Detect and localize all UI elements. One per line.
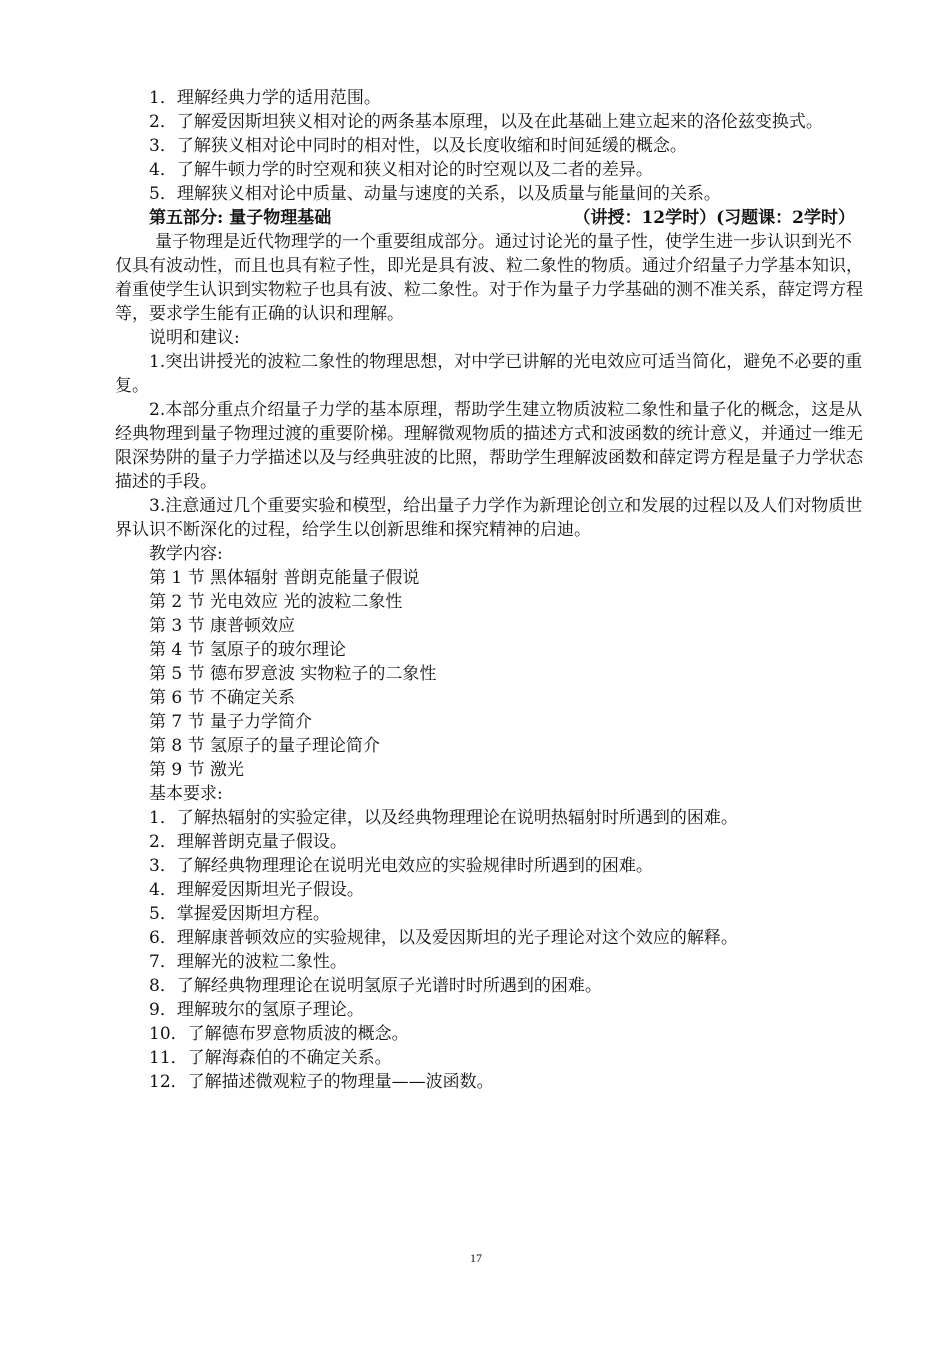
- note-2: 2.本部分重点介绍量子力学的基本原理，帮助学生建立物质波粒二象性和量子化的概念，这是从经典物理到量子物理过渡的重要阶梯。理解微观物质的描述方式和波函数的统计意义，并通过一维无限深势阱的量子力学描述以及与经典驻波的比照，帮助学生理解波函数和薛定谔方程是量子力学状态描述的手段。: [115, 400, 863, 492]
- requirement-1: 1．了解热辐射的实验定律，以及经典物理理论在说明热辐射时所遇到的困难。: [149, 808, 738, 828]
- sr-req-1: 1．理解经典力学的适用范围。: [149, 88, 381, 108]
- part5-heading: [115, 206, 863, 230]
- requirement-8: 8．了解经典物理理论在说明氢原子光谱时时所遇到的困难。: [149, 976, 602, 996]
- section-9: 第 9 节 激光: [149, 760, 245, 780]
- part5-hours: （讲授：12学时）(习题课：2学时）: [573, 208, 855, 228]
- content-heading: 教学内容:: [149, 544, 223, 564]
- section-6: 第 6 节 不确定关系: [149, 688, 296, 708]
- section-8: 第 8 节 氢原子的量子理论简介: [149, 736, 381, 756]
- note-3: 3.注意通过几个重要实验和模型，给出量子力学作为新理论创立和发展的过程以及人们对物质世界认识不断深化的过程，给学生以创新思维和探究精神的启迪。: [115, 496, 863, 540]
- document-body: [115, 86, 863, 1094]
- requirement-4: 4．理解爱因斯坦光子假设。: [149, 880, 364, 900]
- sr-req-3: 3．了解狭义相对论中同时的相对性，以及长度收缩和时间延缓的概念。: [149, 136, 687, 156]
- requirement-6: 6．理解康普顿效应的实验规律，以及爱因斯坦的光子理论对这个效应的解释。: [149, 928, 738, 948]
- requirement-11: 11．了解海森伯的不确定关系。: [149, 1048, 392, 1068]
- section-2: 第 2 节 光电效应 光的波粒二象性: [149, 592, 403, 612]
- sr-req-4: 4．了解牛顿力学的时空观和狭义相对论的时空观以及二者的差异。: [149, 160, 653, 180]
- sr-req-5: 5．理解狭义相对论中质量、动量与速度的关系，以及质量与能量间的关系。: [149, 184, 721, 204]
- part5-title: 第五部分: 量子物理基础: [149, 208, 332, 228]
- requirement-7: 7．理解光的波粒二象性。: [149, 952, 347, 972]
- requirement-2: 2．理解普朗克量子假设。: [149, 832, 347, 852]
- requirements-heading: 基本要求:: [149, 784, 223, 804]
- note-1: 1.突出讲授光的波粒二象性的物理思想，对中学已讲解的光电效应可适当简化，避免不必要的重复。: [115, 352, 863, 396]
- requirement-3: 3．了解经典物理理论在说明光电效应的实验规律时所遇到的困难。: [149, 856, 653, 876]
- requirement-12: 12．了解描述微观粒子的物理量——波函数。: [149, 1072, 494, 1092]
- notes-heading: 说明和建议:: [149, 328, 240, 348]
- page-number: 17: [470, 1251, 482, 1265]
- part5-intro: 量子物理是近代物理学的一个重要组成部分。通过讨论光的量子性，使学生进一步认识到光不仅具有波动性，而且也具有粒子性，即光是具有波、粒二象性的物质。通过介绍量子力学基本知识，着重使学生认识到实物粒子也具有波、粒二象性。对于作为量子力学基础的测不准关系，薛定谔方程等，要求学生能有正确的认识和理解。: [115, 232, 863, 324]
- section-1: 第 1 节 黑体辐射 普朗克能量子假说: [149, 568, 420, 588]
- requirement-9: 9．理解玻尔的氢原子理论。: [149, 1000, 364, 1020]
- requirement-5: 5．掌握爱因斯坦方程。: [149, 904, 330, 924]
- sr-req-2: 2．了解爱因斯坦狭义相对论的两条基本原理，以及在此基础上建立起来的洛伦兹变换式。: [149, 112, 823, 132]
- section-7: 第 7 节 量子力学简介: [149, 712, 313, 732]
- section-5: 第 5 节 德布罗意波 实物粒子的二象性: [149, 664, 437, 684]
- section-4: 第 4 节 氢原子的玻尔理论: [149, 640, 347, 660]
- section-3: 第 3 节 康普顿效应: [149, 616, 296, 636]
- requirement-10: 10．了解德布罗意物质波的概念。: [149, 1024, 409, 1044]
